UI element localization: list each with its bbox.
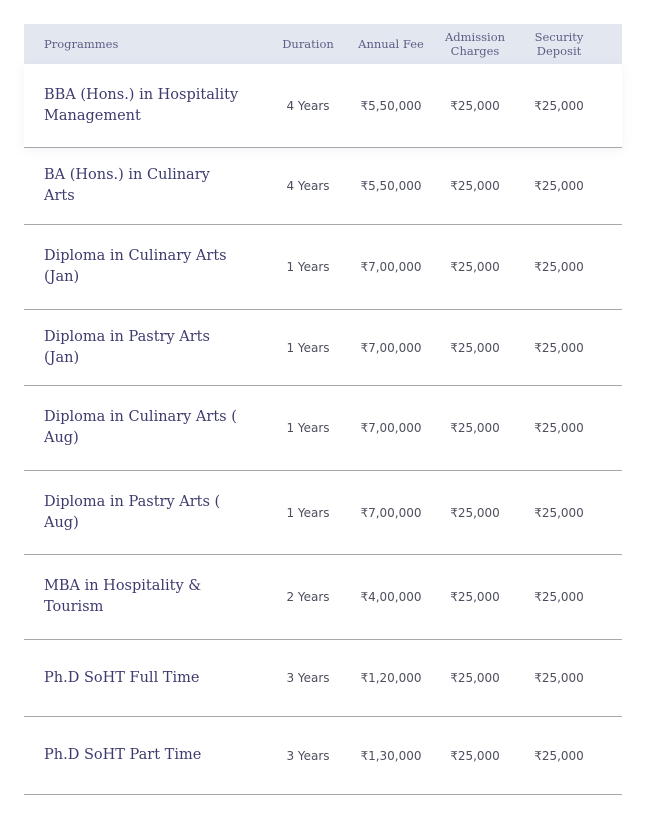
admission-charges-cell: ₹25,000 bbox=[450, 505, 500, 520]
table-row bbox=[24, 225, 622, 310]
security-deposit-cell: ₹25,000 bbox=[534, 260, 584, 274]
programme-name: Diploma in Pastry Arts ( Aug) bbox=[44, 493, 221, 531]
annual-fee-cell: ₹5,50,000 bbox=[360, 98, 422, 113]
table-row bbox=[24, 64, 622, 148]
admission-charges-cell: ₹25,000 bbox=[450, 421, 500, 435]
annual-fee-cell: ₹5,50,000 bbox=[360, 179, 422, 193]
admission-charges-cell: ₹25,000 bbox=[450, 590, 500, 604]
table-row bbox=[24, 386, 622, 471]
duration-cell: 2 Years bbox=[286, 590, 330, 604]
duration-cell: 4 Years bbox=[286, 98, 330, 113]
programme-name: Ph.D SoHT Full Time bbox=[44, 669, 200, 686]
security-deposit-cell: ₹25,000 bbox=[534, 505, 584, 520]
header-annual-fee: Annual Fee bbox=[358, 37, 424, 51]
admission-charges-cell: ₹25,000 bbox=[450, 179, 500, 193]
programme-name: MBA in Hospitality & Tourism bbox=[44, 578, 202, 615]
table-row bbox=[24, 555, 622, 640]
programme-name: BA (Hons.) in Culinary Arts bbox=[44, 167, 210, 204]
annual-fee-cell: ₹1,20,000 bbox=[360, 671, 422, 685]
security-deposit-cell: ₹25,000 bbox=[534, 748, 584, 763]
table-row bbox=[24, 717, 622, 795]
fee-table bbox=[24, 24, 622, 795]
header-security-deposit: Security Deposit bbox=[534, 30, 584, 58]
table-header bbox=[24, 24, 622, 64]
annual-fee-cell: ₹4,00,000 bbox=[360, 590, 422, 604]
security-deposit-cell: ₹25,000 bbox=[534, 421, 584, 435]
header-programmes: Programmes bbox=[44, 37, 119, 51]
security-deposit-cell: ₹25,000 bbox=[534, 671, 584, 685]
annual-fee-cell: ₹7,00,000 bbox=[360, 421, 422, 435]
programme-name: Diploma in Culinary Arts ( Aug) bbox=[44, 409, 237, 446]
security-deposit-cell: ₹25,000 bbox=[534, 340, 584, 355]
programme-name: Ph.D SoHT Part Time bbox=[44, 747, 202, 763]
annual-fee-cell: ₹7,00,000 bbox=[360, 340, 422, 355]
programme-name: BBA (Hons.) in Hospitality Management bbox=[44, 86, 239, 124]
programme-name: Diploma in Pastry Arts (Jan) bbox=[44, 328, 210, 366]
table-row bbox=[24, 310, 622, 386]
security-deposit-cell: ₹25,000 bbox=[534, 590, 584, 604]
duration-cell: 1 Years bbox=[286, 260, 330, 274]
duration-cell: 4 Years bbox=[286, 179, 330, 193]
security-deposit-cell: ₹25,000 bbox=[534, 98, 584, 113]
admission-charges-cell: ₹25,000 bbox=[450, 260, 500, 274]
duration-cell: 3 Years bbox=[286, 671, 330, 685]
duration-cell: 3 Years bbox=[286, 748, 330, 763]
security-deposit-cell: ₹25,000 bbox=[534, 179, 584, 193]
annual-fee-cell: ₹1,30,000 bbox=[360, 748, 422, 763]
table-row bbox=[24, 148, 622, 225]
header-admission-charges: Admission Charges bbox=[444, 30, 506, 58]
admission-charges-cell: ₹25,000 bbox=[450, 340, 500, 355]
programme-name: Diploma in Culinary Arts (Jan) bbox=[44, 248, 227, 285]
annual-fee-cell: ₹7,00,000 bbox=[360, 260, 422, 274]
admission-charges-cell: ₹25,000 bbox=[450, 98, 500, 113]
duration-cell: 1 Years bbox=[286, 421, 330, 435]
duration-cell: 1 Years bbox=[286, 505, 330, 520]
table-row bbox=[24, 471, 622, 555]
table-row bbox=[24, 640, 622, 717]
admission-charges-cell: ₹25,000 bbox=[450, 671, 500, 685]
duration-cell: 1 Years bbox=[286, 340, 330, 355]
header-duration: Duration bbox=[282, 37, 334, 51]
admission-charges-cell: ₹25,000 bbox=[450, 748, 500, 763]
annual-fee-cell: ₹7,00,000 bbox=[360, 505, 422, 520]
